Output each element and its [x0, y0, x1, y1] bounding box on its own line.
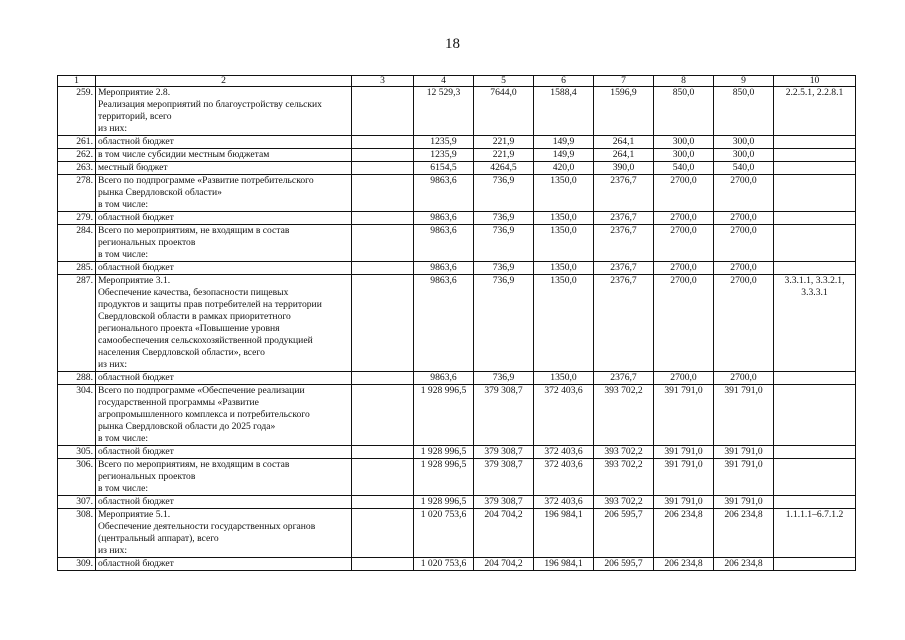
amount-cell: 540,0 [654, 162, 714, 175]
row-name-line: рынка Свердловской области до 2025 года» [98, 421, 276, 432]
row-name-line: Обеспечение качества, безопасности пищевых [98, 287, 289, 298]
target-indicator-line: 1.1.1.1–6.7.1.2 [785, 509, 844, 520]
amount-cell: 379 308,7 [474, 496, 534, 509]
col3-cell [352, 262, 414, 275]
amount-cell: 300,0 [714, 149, 774, 162]
row-name-line: региональных проектов [98, 237, 196, 248]
amount-cell: 379 308,7 [474, 385, 534, 446]
row-name-line: в том числе: [98, 199, 149, 210]
amount-cell: 1 928 996,5 [414, 496, 474, 509]
amount-cell: 9863,6 [414, 225, 474, 262]
row-name-line: областной бюджет [98, 136, 174, 147]
target-indicator-cell [774, 275, 856, 372]
amount-cell: 7644,0 [474, 87, 534, 136]
row-name-line: продуктов и защиты прав потребителей на территории [98, 299, 322, 310]
table-row [58, 558, 856, 571]
table-row [58, 149, 856, 162]
amount-cell: 300,0 [714, 136, 774, 149]
amount-cell: 2376,7 [594, 262, 654, 275]
row-name [96, 509, 352, 558]
row-name-line: Всего по подпрограмме «Развитие потребительского [98, 175, 314, 186]
table-row [58, 87, 856, 136]
row-name-line: областной бюджет [98, 372, 174, 383]
column-header: 7 [594, 76, 654, 87]
amount-cell: 379 308,7 [474, 459, 534, 496]
amount-cell: 2700,0 [654, 262, 714, 275]
column-header: 5 [474, 76, 534, 87]
row-name-line: областной бюджет [98, 262, 174, 273]
amount-cell: 372 403,6 [534, 496, 594, 509]
row-number: 259. [58, 87, 96, 136]
row-name-line: региональных проектов [98, 471, 196, 482]
amount-cell: 2376,7 [594, 225, 654, 262]
row-number: 288. [58, 372, 96, 385]
amount-cell: 6154,5 [414, 162, 474, 175]
amount-cell: 1235,9 [414, 149, 474, 162]
row-name-line: государственной программы «Развитие [98, 397, 259, 408]
row-name-line: областной бюджет [98, 446, 174, 457]
amount-cell: 2700,0 [654, 372, 714, 385]
col3-cell [352, 558, 414, 571]
row-name [96, 385, 352, 446]
amount-cell: 264,1 [594, 149, 654, 162]
amount-cell: 393 702,2 [594, 459, 654, 496]
amount-cell: 540,0 [714, 162, 774, 175]
amount-cell: 391 791,0 [654, 385, 714, 446]
row-name-line: Всего по подпрограмме «Обеспечение реализации [98, 385, 305, 396]
amount-cell: 2376,7 [594, 212, 654, 225]
amount-cell: 2700,0 [714, 372, 774, 385]
row-number: 306. [58, 459, 96, 496]
target-indicator-line: 2.2.5.1, 2.2.8.1 [785, 87, 844, 98]
table-row [58, 509, 856, 558]
row-name [96, 496, 352, 509]
row-number: 279. [58, 212, 96, 225]
amount-cell: 4264,5 [474, 162, 534, 175]
target-indicator-line: 3.3.1.1, 3.3.2.1, [784, 275, 845, 286]
amount-cell: 196 984,1 [534, 509, 594, 558]
row-number: 308. [58, 509, 96, 558]
row-name-line: в том числе: [98, 483, 149, 494]
col3-cell [352, 212, 414, 225]
column-header: 3 [352, 76, 414, 87]
amount-cell: 206 234,8 [654, 558, 714, 571]
target-indicator-cell [774, 496, 856, 509]
amount-cell: 204 704,2 [474, 558, 534, 571]
amount-cell: 206 595,7 [594, 509, 654, 558]
amount-cell: 1596,9 [594, 87, 654, 136]
amount-cell: 372 403,6 [534, 385, 594, 446]
amount-cell: 391 791,0 [714, 496, 774, 509]
target-indicator-cell [774, 212, 856, 225]
amount-cell: 9863,6 [414, 275, 474, 372]
amount-cell: 1350,0 [534, 225, 594, 262]
amount-cell: 1350,0 [534, 275, 594, 372]
amount-cell: 2700,0 [714, 175, 774, 212]
column-header: 1 [58, 76, 96, 87]
target-indicator-cell [774, 509, 856, 558]
amount-cell: 2700,0 [654, 275, 714, 372]
col3-cell [352, 87, 414, 136]
amount-cell: 391 791,0 [714, 385, 774, 446]
target-indicator-cell [774, 262, 856, 275]
amount-cell: 391 791,0 [654, 446, 714, 459]
amount-cell: 1 928 996,5 [414, 446, 474, 459]
amount-cell: 12 529,3 [414, 87, 474, 136]
row-number: 285. [58, 262, 96, 275]
row-name-line: самообеспечения сельскохозяйственной продукцией [98, 335, 313, 346]
row-name-line: Обеспечение деятельности государственных органов [98, 521, 316, 532]
amount-cell: 736,9 [474, 225, 534, 262]
row-number: 304. [58, 385, 96, 446]
row-name-line: Мероприятие 5.1. [98, 509, 171, 520]
target-indicator-cell [774, 175, 856, 212]
col3-cell [352, 275, 414, 372]
table-row [58, 275, 856, 372]
amount-cell: 221,9 [474, 136, 534, 149]
amount-cell: 390,0 [594, 162, 654, 175]
amount-cell: 372 403,6 [534, 446, 594, 459]
amount-cell: 149,9 [534, 149, 594, 162]
amount-cell: 9863,6 [414, 212, 474, 225]
row-name-line: местный бюджет [98, 162, 168, 173]
row-name-line: Мероприятие 2.8. [98, 87, 171, 98]
amount-cell: 393 702,2 [594, 496, 654, 509]
amount-cell: 204 704,2 [474, 509, 534, 558]
table-row [58, 175, 856, 212]
page-number: 18 [445, 36, 460, 52]
row-name [96, 459, 352, 496]
row-name-line: в том числе: [98, 249, 149, 260]
amount-cell: 2376,7 [594, 372, 654, 385]
row-name-line: в том числе: [98, 433, 149, 444]
amount-cell: 391 791,0 [714, 459, 774, 496]
budget-table [57, 75, 856, 571]
column-header: 2 [96, 76, 352, 87]
target-indicator-cell [774, 446, 856, 459]
amount-cell: 9863,6 [414, 262, 474, 275]
row-name-line: рынка Свердловской области» [98, 187, 222, 198]
amount-cell: 9863,6 [414, 372, 474, 385]
amount-cell: 736,9 [474, 175, 534, 212]
row-name [96, 212, 352, 225]
row-name-line: населения Свердловской области», всего [98, 347, 265, 358]
row-name-line: Реализация мероприятий по благоустройству сельских [98, 99, 322, 110]
row-name-line: (центральный аппарат), всего [98, 533, 219, 544]
amount-cell: 2700,0 [654, 212, 714, 225]
amount-cell: 1235,9 [414, 136, 474, 149]
row-name-line: областной бюджет [98, 212, 174, 223]
row-name [96, 162, 352, 175]
row-name-line: областной бюджет [98, 558, 174, 569]
target-indicator-cell [774, 558, 856, 571]
amount-cell: 736,9 [474, 212, 534, 225]
row-name [96, 372, 352, 385]
amount-cell: 2376,7 [594, 275, 654, 372]
table-row [58, 162, 856, 175]
amount-cell: 379 308,7 [474, 446, 534, 459]
amount-cell: 2376,7 [594, 175, 654, 212]
row-number: 278. [58, 175, 96, 212]
amount-cell: 206 234,8 [714, 558, 774, 571]
amount-cell: 221,9 [474, 149, 534, 162]
amount-cell: 206 595,7 [594, 558, 654, 571]
row-number: 307. [58, 496, 96, 509]
amount-cell: 391 791,0 [714, 446, 774, 459]
amount-cell: 850,0 [654, 87, 714, 136]
table-row [58, 372, 856, 385]
amount-cell: 736,9 [474, 372, 534, 385]
column-header: 8 [654, 76, 714, 87]
amount-cell: 2700,0 [714, 275, 774, 372]
amount-cell: 1 928 996,5 [414, 385, 474, 446]
row-number: 284. [58, 225, 96, 262]
amount-cell: 1588,4 [534, 87, 594, 136]
col3-cell [352, 459, 414, 496]
col3-cell [352, 509, 414, 558]
amount-cell: 736,9 [474, 262, 534, 275]
target-indicator-line: 3.3.3.1 [801, 287, 828, 298]
table-row [58, 446, 856, 459]
row-number: 309. [58, 558, 96, 571]
target-indicator-cell [774, 385, 856, 446]
amount-cell: 2700,0 [714, 212, 774, 225]
amount-cell: 2700,0 [654, 175, 714, 212]
row-number: 263. [58, 162, 96, 175]
amount-cell: 206 234,8 [714, 509, 774, 558]
amount-cell: 2700,0 [714, 225, 774, 262]
amount-cell: 2700,0 [714, 262, 774, 275]
row-name [96, 87, 352, 136]
row-name [96, 149, 352, 162]
column-header: 4 [414, 76, 474, 87]
amount-cell: 196 984,1 [534, 558, 594, 571]
target-indicator-cell [774, 149, 856, 162]
target-indicator-cell [774, 162, 856, 175]
table-row [58, 225, 856, 262]
amount-cell: 1 020 753,6 [414, 509, 474, 558]
col3-cell [352, 149, 414, 162]
amount-cell: 1 020 753,6 [414, 558, 474, 571]
target-indicator-cell [774, 225, 856, 262]
amount-cell: 736,9 [474, 275, 534, 372]
amount-cell: 1350,0 [534, 262, 594, 275]
amount-cell: 206 234,8 [654, 509, 714, 558]
row-name [96, 446, 352, 459]
col3-cell [352, 162, 414, 175]
amount-cell: 300,0 [654, 149, 714, 162]
amount-cell: 372 403,6 [534, 459, 594, 496]
table-row [58, 385, 856, 446]
table-row [58, 459, 856, 496]
row-name-line: агропромышленного комплекса и потребительского [98, 409, 310, 420]
table-row [58, 496, 856, 509]
table-row [58, 136, 856, 149]
row-number: 305. [58, 446, 96, 459]
amount-cell: 9863,6 [414, 175, 474, 212]
col3-cell [352, 225, 414, 262]
row-name-line: Мероприятие 3.1. [98, 275, 171, 286]
col3-cell [352, 496, 414, 509]
amount-cell: 1350,0 [534, 175, 594, 212]
target-indicator-cell [774, 87, 856, 136]
row-name-line: в том числе субсидии местным бюджетам [98, 149, 270, 160]
target-indicator-cell [774, 372, 856, 385]
row-name-line: Свердловской области в рамках приоритетного [98, 311, 291, 322]
table-row [58, 212, 856, 225]
row-name [96, 275, 352, 372]
amount-cell: 850,0 [714, 87, 774, 136]
amount-cell: 1350,0 [534, 372, 594, 385]
col3-cell [352, 136, 414, 149]
row-name-line: регионального проекта «Повышение уровня [98, 323, 280, 334]
amount-cell: 300,0 [654, 136, 714, 149]
row-name [96, 558, 352, 571]
col3-cell [352, 175, 414, 212]
amount-cell: 391 791,0 [654, 496, 714, 509]
row-number: 261. [58, 136, 96, 149]
col3-cell [352, 385, 414, 446]
amount-cell: 393 702,2 [594, 446, 654, 459]
col3-cell [352, 372, 414, 385]
row-name-line: из них: [98, 545, 128, 556]
row-number: 287. [58, 275, 96, 372]
column-header: 9 [714, 76, 774, 87]
amount-cell: 149,9 [534, 136, 594, 149]
row-number: 262. [58, 149, 96, 162]
amount-cell: 2700,0 [654, 225, 714, 262]
amount-cell: 264,1 [594, 136, 654, 149]
table-row [58, 262, 856, 275]
row-name-line: территорий, всего [98, 111, 172, 122]
amount-cell: 393 702,2 [594, 385, 654, 446]
target-indicator-cell [774, 136, 856, 149]
row-name [96, 175, 352, 212]
column-header: 10 [774, 76, 856, 87]
amount-cell: 1 928 996,5 [414, 459, 474, 496]
row-name-line: из них: [98, 359, 128, 370]
row-name [96, 225, 352, 262]
amount-cell: 420,0 [534, 162, 594, 175]
row-name-line: Всего по мероприятиям, не входящим в состав [98, 459, 290, 470]
row-name-line: из них: [98, 123, 128, 134]
column-header-row [58, 76, 856, 87]
amount-cell: 1350,0 [534, 212, 594, 225]
row-name [96, 262, 352, 275]
row-name-line: Всего по мероприятиям, не входящим в состав [98, 225, 290, 236]
target-indicator-cell [774, 459, 856, 496]
col3-cell [352, 446, 414, 459]
row-name-line: областной бюджет [98, 496, 174, 507]
column-header: 6 [534, 76, 594, 87]
row-name [96, 136, 352, 149]
amount-cell: 391 791,0 [654, 459, 714, 496]
